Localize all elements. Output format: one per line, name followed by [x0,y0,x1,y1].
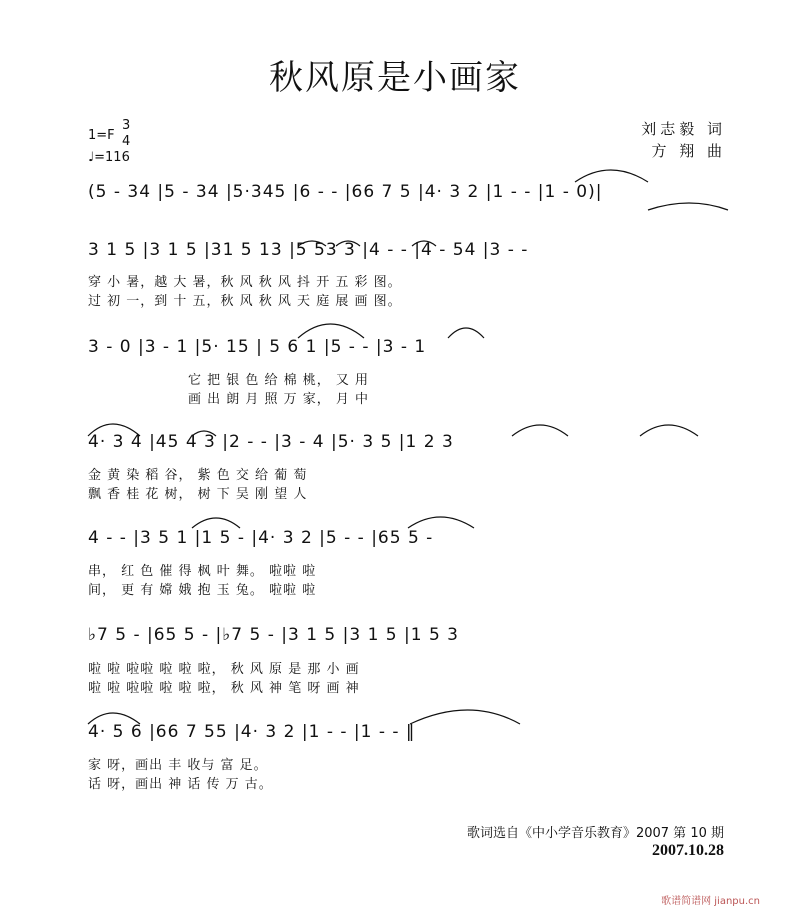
slur-1 [575,170,648,182]
date-stamp: 2007.10.28 [652,842,724,859]
notation-row-7: 4· 5 6 |66 7 55 |4· 3 2 |1 - - |1 - - ‖ [88,722,416,742]
lyric-row-5-verse-1: 串， 红 色 催 得 枫 叶 舞。 啦啦 啦 [88,564,317,579]
lyric-row-4-verse-1: 金 黄 染 稻 谷， 紫 色 交 给 葡 萄 [88,468,308,483]
lyric-row-6-verse-1: 啦 啦 啦啦 啦 啦 啦， 秋 风 原 是 那 小 画 [88,662,360,677]
lyricist-credit: 刘志毅 词 [641,120,726,138]
slur-4 [336,241,360,246]
lyric-row-7-verse-1: 家 呀，画出 丰 收与 富 足。 [88,758,268,773]
slur-10 [512,425,568,436]
notation-row-1: (5 - 34 |5 - 34 |5·345 |6 - - |66 7 5 |4· 3 2 |1 - - |1 - 0)| [88,182,603,202]
source-note: 歌词选自《中小学音乐教育》2007 第 10 期 [466,826,724,841]
notation-row-2: 3 1 5 |3 1 5 |31 5 13 |5 53 3 |4 - - |4 - 54 |3 - - [88,240,529,260]
slur-3 [298,241,326,246]
slur-7 [448,328,484,338]
slur-14 [88,713,140,724]
tempo-marking: ♩=116 [88,150,130,165]
time-signature-top: 3 [122,118,131,133]
slur-9 [192,431,216,436]
notation-row-6: ♭7 5 - |65 5 - |♭7 5 - |3 1 5 |3 1 5 |1 5 3 [88,625,459,645]
slur-11 [640,425,698,436]
lyric-row-5-verse-2: 间， 更 有 嫦 娥 抱 玉 兔。 啦啦 啦 [88,583,317,598]
watermark: 歌谱简谱网 jianpu.cn [661,896,760,907]
slur-15 [410,710,520,724]
composer-credit: 方 翔 曲 [651,142,726,160]
lyric-row-6-verse-2: 啦 啦 啦啦 啦 啦 啦， 秋 风 神 笔 呀 画 神 [88,681,360,696]
lyric-row-2-verse-1: 穿 小 暑，越 大 暑，秋 风 秋 风 抖 开 五 彩 图。 [88,275,402,290]
song-title: 秋风原是小画家 [269,58,521,98]
time-signature-bottom: 4 [122,134,131,149]
slur-12 [192,518,240,528]
lyric-row-3-verse-2: 画 出 朗 月 照 万 家， 月 中 [188,392,370,407]
key-signature: 1=F [88,128,115,143]
lyric-row-3-verse-1: 它 把 银 色 给 棉 桃， 又 用 [188,373,370,388]
slur-6 [298,324,364,338]
lyric-row-4-verse-2: 飘 香 桂 花 树， 树 下 吴 刚 望 人 [88,487,308,502]
notation-row-5: 4 - - |3 5 1 |1 5 - |4· 3 2 |5 - - |65 5 - [88,528,434,548]
slur-2 [648,203,728,210]
notation-row-4: 4· 3 4 |45 4 3 |2 - - |3 - 4 |5· 3 5 |1 2 3 [88,432,454,452]
lyric-row-2-verse-2: 过 初 一，到 十 五，秋 风 秋 风 天 庭 展 画 图。 [88,294,402,309]
slur-5 [412,241,436,246]
slur-13 [408,517,474,528]
slur-8 [88,424,140,436]
notation-row-3: 3 - 0 |3 - 1 |5· 15 | 5 6 1 |5 - - |3 - 1 [88,337,427,357]
lyric-row-7-verse-2: 话 呀，画出 神 话 传 万 古。 [88,777,273,792]
